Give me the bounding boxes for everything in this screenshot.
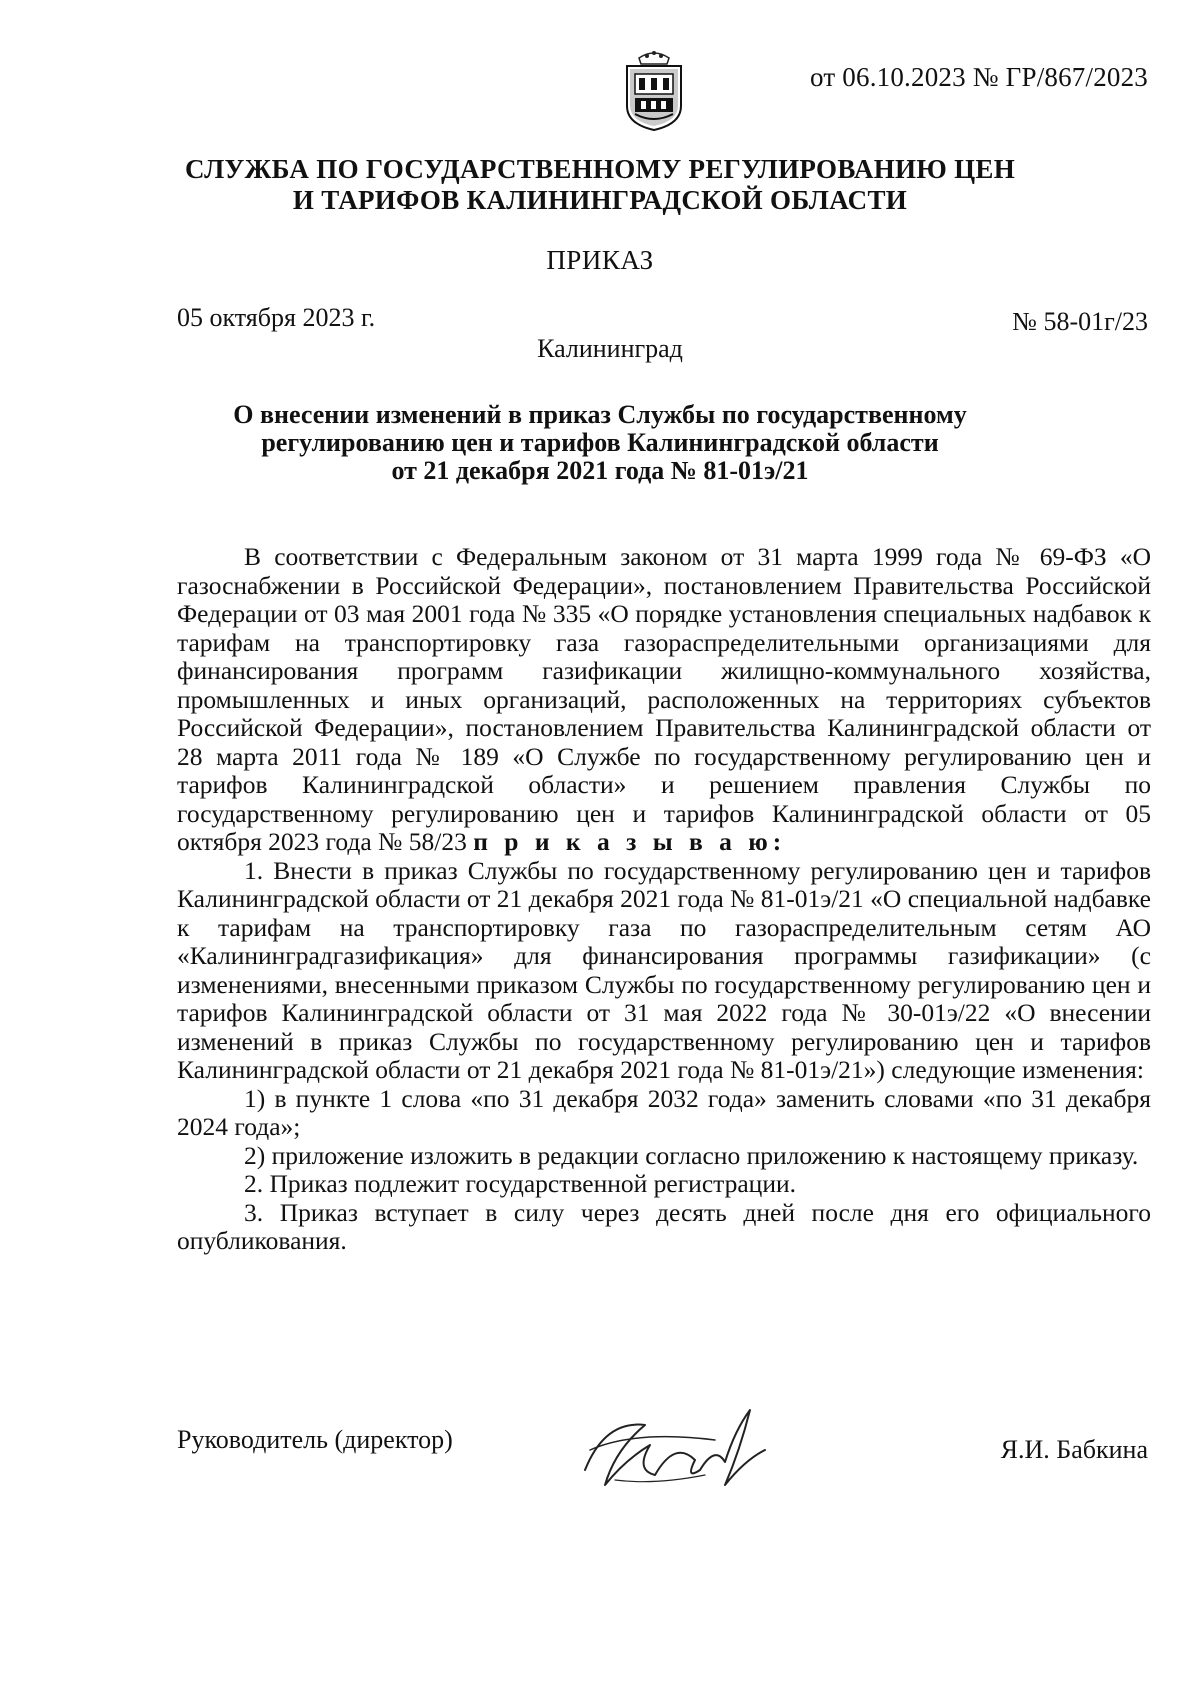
organization-name-line1: СЛУЖБА ПО ГОСУДАРСТВЕННОМУ РЕГУЛИРОВАНИЮ ЦЕН	[184, 154, 1016, 184]
coat-of-arms-emblem	[621, 48, 687, 132]
signatory-title: Руководитель (директор)	[177, 1425, 453, 1454]
registration-number: от 06.10.2023 № ГР/867/2023	[810, 62, 1148, 92]
order-subject	[0, 401, 1200, 485]
order-subject-line1: О внесении изменений в приказ Службы по государственному	[233, 400, 967, 429]
item-1-subitem-2: 2) приложение изложить в редакции согласно приложению к настоящему приказу.	[244, 1140, 1139, 1170]
order-date: 05 октября 2023 г.	[177, 303, 376, 332]
item-1-subitem-1: 1) в пункте 1 слова «по 31 декабря 2032 года» заменить словами «по 31 декабря 2024 года»;	[177, 1083, 1151, 1141]
preamble-text: В соответствии с Федеральным законом от 31 марта 1999 года № 69-ФЗ «О газоснабжении в Российской Федерации», постановлением Правительства Российской Федерации от 03 мая 2001 года № 335 «О порядке установления специальных надбавок к тарифам на транспортировку газа газораспределительными организациями для финансирования программ газификации жилищно-коммунального хозяйства, промышленных и иных организаций, расположенных на территориях субъектов Российской Федерации», постановлением Правительства Калининградской области от 28 марта 2011 года № 189 «О Службе по государственному регулированию цен и тарифов Калининградской области» и решением правления Службы по государственному регулированию цен и тарифов Калининградской области от 05 октября 2023 года № 58/23	[177, 542, 1151, 856]
item-2: 2. Приказ подлежит государственной регистрации.	[244, 1169, 796, 1198]
order-number: № 58-01г/23	[1012, 307, 1148, 336]
order-body	[177, 543, 1151, 1256]
item-1: 1. Внести в приказ Службы по государственному регулированию цен и тарифов Калининградской области от 21 декабря 2021 года № 81-01э/21 «О специальной надбавке к тарифам на транспортировку газа по газораспределительным сетям АО «Калининградгазификация» для финансирования программы газификации» (с изменениями, внесенными приказом Службы по государственному регулированию цен и тарифов Калининградской области от 31 мая 2022 года № 30-01э/22 «О внесении изменений в приказ Службы по государственному регулированию цен и тарифов Калининградской области от 21 декабря 2021 года № 81-01э/21») следующие изменения:	[177, 855, 1151, 1084]
item-3: 3. Приказ вступает в силу через десять дней после дня его официального опубликования.	[177, 1197, 1151, 1255]
order-subject-line2: регулированию цен и тарифов Калининградской области	[261, 428, 939, 457]
preamble-paragraph	[177, 543, 1151, 857]
organization-name	[0, 154, 1200, 216]
handwritten-signature	[575, 1390, 775, 1495]
signatory-name: Я.И. Бабкина	[1000, 1435, 1148, 1464]
order-keyword: п р и к а з ы в а ю:	[473, 827, 787, 856]
organization-name-line2: И ТАРИФОВ КАЛИНИНГРАДСКОЙ ОБЛАСТИ	[292, 185, 908, 215]
order-subject-line3: от 21 декабря 2021 года № 81-01э/21	[391, 456, 809, 485]
document-type: ПРИКАЗ	[546, 245, 654, 275]
city: Калининград	[537, 334, 683, 363]
